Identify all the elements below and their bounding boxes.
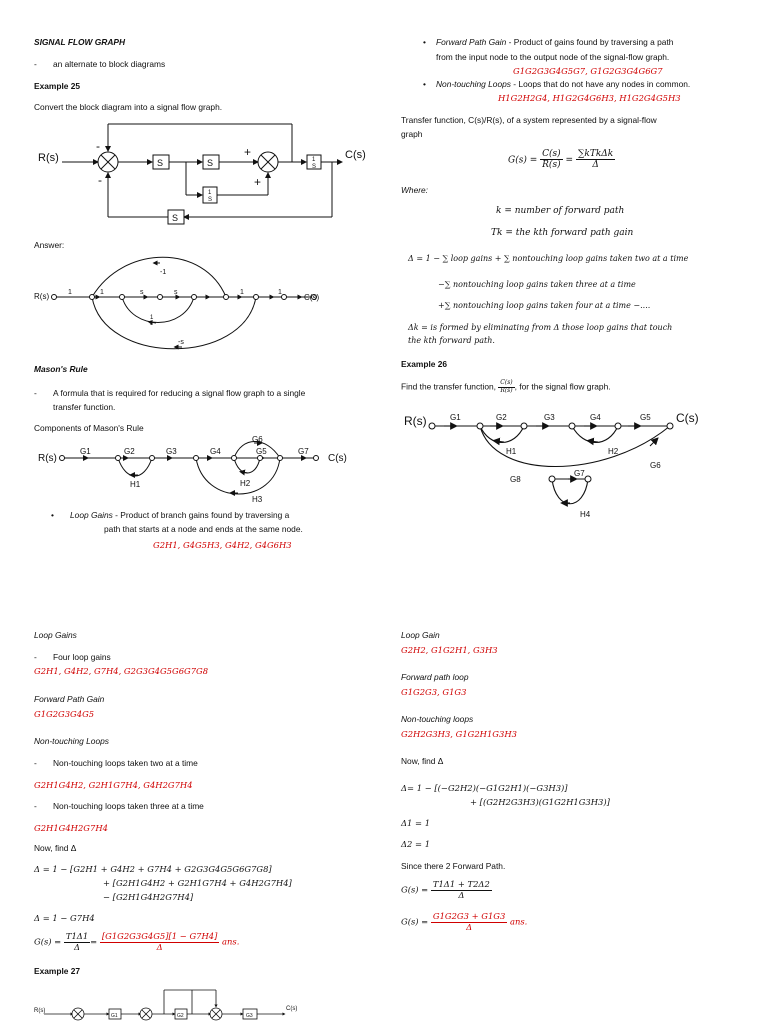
ans-inner-loop-den: s [150,321,153,327]
delta-1-value: Δ1 = 1 [401,818,431,828]
fpg-def: - Product of gains found by traversing a path [506,37,674,47]
gs-lhs: G(s) = [401,884,429,895]
bd-sign-bottom: - [98,173,102,187]
ans-g6: 1 [278,289,282,296]
loop-gains-def-2: path that starts at a node and ends at the same node. [104,524,303,534]
ans-g2: 1 [100,289,104,296]
gs2-num: G1G2G3 + G1G3 [432,911,506,921]
delta-2-value: Δ2 = 1 [401,839,431,849]
gs2-lhs: G(s) = [401,916,429,927]
ex26-g4: G4 [590,413,601,422]
forward-path-values: G1G2G3, G1G3 [401,687,467,697]
delta-formula-3: +∑ nontouching loop gains taken four at a time −.... [438,301,651,310]
fpg-def-2: from the input node to the output node of the signal-flow graph. [436,52,670,62]
formula-lhs: G(s) = [508,155,538,166]
ex26-g8: G8 [510,475,521,484]
gs2-ans: ans. [509,916,528,927]
block-diagram [34,120,374,230]
since-text: Since there 2 Forward Path. [401,861,506,871]
gs-rden: Δ [156,941,163,952]
tf-text-1: Transfer function, C(s)/R(s), of a system represented by a signal-flow [401,115,657,125]
delta-k-def-2: the kth forward path. [408,336,495,345]
four-loop-values: G2H1, G4H2, G7H4, G2G3G4G5G6G7G8 [34,666,209,676]
gs-num: T1Δ1 [65,931,89,941]
delta-line-2: + [G2H1G4H2 + G2H1G7H4 + G4H2G7H4] [103,878,292,888]
transfer-formula [508,149,615,171]
loop-gains-term: Loop Gains [70,510,113,520]
delta-line-1: Δ = 1 − [G2H1 + G4H2 + G7H4 + G2G3G4G5G6G7G8] [34,864,272,874]
page-title: SIGNAL FLOW GRAPH [34,37,126,47]
ex26-text-2: , for the signal flow graph. [514,381,611,392]
fpg-value: G1G2G3G4G5 [34,709,95,719]
bd-block-fb-den: S [208,197,213,203]
ex27-output: C(s) [286,1006,298,1012]
def-tk: Tk = the kth forward path gain [491,228,634,238]
delta-k-def-1: Δk = is formed by eliminating from Δ those loop gains that touch [408,323,673,332]
formula-eq: = [565,155,574,166]
ex26-output: C(s) [676,411,699,425]
example-27-diagram [34,986,304,1024]
bullet: • [423,79,426,89]
gs-rnum: [G1G2G3G4G5][1 − G7H4] [101,931,218,941]
ans-output: C(s) [304,293,320,302]
gs-result-formula [401,912,527,932]
bd-block-inv-den: S [312,164,317,170]
formula-cs: C(s) [542,149,561,159]
fpg-def-line [436,37,673,47]
now-find-delta: Now, find Δ [401,756,444,766]
ex26-h4: H4 [580,510,591,519]
four-loop-text: Four loop gains [53,652,111,662]
example-25-heading: Example 25 [34,81,81,91]
loop-gain-values: G2H2, G1G2H1, G3H3 [401,645,498,655]
forward-path-heading: Forward path loop [401,672,469,682]
fpg-values: G1G2G3G4G5G7, G1G2G3G4G6G7 [513,66,663,76]
gs-eq: = [90,936,98,947]
answer-signal-flow-graph [34,256,334,356]
masons-rule-heading: Mason's Rule [34,364,88,374]
loop-gains-def: - Product of branch gains found by traversing a [112,510,290,520]
non-touching-values: G2H2G3H3, G1G2H1G3H3 [401,729,517,739]
components-signal-flow-graph [34,434,364,506]
formula-num: ∑kTkΔk [577,149,614,159]
gs-den: Δ [73,941,81,952]
ntl-heading: Non-touching Loops [34,736,109,746]
bd-block-bottom: S [172,213,179,223]
bullet: • [423,37,426,47]
formula-den: Δ [592,160,599,171]
comp-input: R(s) [38,453,57,464]
ex26-frac-den: R(s) [500,386,513,394]
ex26-input: R(s) [404,414,427,428]
loop-gains-values: G2H1, G4G5H3, G4H2, G4G6H3 [153,540,292,550]
comp-h1: H1 [130,480,141,489]
example-26-text [401,380,611,395]
ntl-def: - Loops that do not have any nodes in common. [510,79,691,89]
bd-block-inv-num: 1 [312,157,316,163]
comp-h3: H3 [252,495,263,504]
gs2-den: Δ [466,921,473,932]
gs-ans: ans. [222,936,240,947]
ex26-g6: G6 [650,461,661,470]
dash: - [34,59,37,69]
ans-inner-loop: 1 [150,315,154,321]
loop-gain-heading: Loop Gain [401,630,440,640]
ans-bottom-loop: -s [178,339,184,346]
ntl-def-line [436,79,690,89]
ex26-g3: G3 [544,413,555,422]
ex26-frac-num: C(s) [500,379,513,386]
fpg-heading: Forward Path Gain [34,694,105,704]
delta-formula-1: Δ = 1 − ∑ loop gains + ∑ nontouching loop gains taken two at a time [408,254,689,263]
dash: - [34,652,37,662]
ex26-text-1: Find the transfer function, [401,381,496,392]
example-26-signal-flow-graph [404,404,714,522]
two-at-a-time-values: G2H1G4H2, G2H1G7H4, G4H2G7H4 [34,780,193,790]
dash: - [34,758,37,768]
comp-g1: G1 [80,447,91,456]
ex26-h1: H1 [506,447,517,456]
gs-formula [34,932,239,952]
ex27-g2: G2 [177,1013,184,1019]
dash: - [34,388,37,398]
ex26-g5: G5 [640,413,651,422]
ex27-g3: G3 [246,1013,253,1019]
comp-output: C(s) [328,453,347,464]
bd-block-s2: S [207,158,214,168]
comp-g5: G5 [256,447,267,456]
comp-g7: G7 [298,447,309,456]
def-k: k = number of forward path [496,206,625,216]
gs-num: T1Δ1 + T2Δ2 [432,879,490,889]
gs-formula [401,880,492,900]
delta-result: Δ = 1 − G7H4 [34,913,95,923]
ex26-g2: G2 [496,413,507,422]
example-27-heading: Example 27 [34,966,81,976]
three-at-a-time-text: Non-touching loops taken three at a time [53,801,204,811]
comp-h2: H2 [240,479,251,488]
example-25-text: Convert the block diagram into a signal flow graph. [34,102,223,112]
bd-input: R(s) [38,152,59,164]
bd-sign-plus-top: + [244,145,252,159]
delta-formula-2: −∑ nontouching loop gains taken three at a time [438,280,636,289]
where-label: Where: [401,185,428,195]
ans-g3: s [140,289,144,296]
non-touching-heading: Non-touching loops [401,714,474,724]
masons-desc-1: A formula that is required for reducing a signal flow graph to a single [53,388,306,398]
ans-g5: 1 [240,289,244,296]
intro-text: an alternate to block diagrams [53,59,166,69]
bd-block-s1: S [157,158,164,168]
dash: - [34,801,37,811]
now-find-delta: Now, find Δ [34,843,77,853]
comp-g2: G2 [124,447,135,456]
bd-output: C(s) [345,149,366,161]
delta-line-3: − [G2H1G4H2G7H4] [103,892,194,902]
fpg-term: Forward Path Gain [436,37,507,47]
two-at-a-time-text: Non-touching loops taken two at a time [53,758,198,768]
ntl-values: H1G2H2G4, H1G2G4G6H3, H1G2G4G5H3 [498,93,681,103]
answer-label: Answer: [34,240,65,250]
loop-gains-heading: Loop Gains [34,630,77,640]
ans-g1: 1 [68,289,72,296]
comp-g4: G4 [210,447,221,456]
tf-text-2: graph [401,129,423,139]
comp-g3: G3 [166,447,177,456]
bd-sign-top: - [96,139,100,153]
ans-input: R(s) [34,292,50,301]
bd-block-fb-num: 1 [208,190,212,196]
ex27-g1: G1 [111,1013,118,1019]
ex26-h2: H2 [608,447,619,456]
ntl-term: Non-touching Loops [436,79,511,89]
bd-sign-plus-bottom: + [254,175,262,189]
ans-top-loop: -1 [160,269,167,276]
formula-rs: R(s) [542,160,561,171]
comp-g6: G6 [252,435,263,444]
ex27-input: R(s) [34,1008,46,1014]
gs-lhs: G(s) = [34,936,62,947]
loop-gains-def-line [70,510,289,520]
ex26-g7: G7 [574,469,585,478]
example-26-heading: Example 26 [401,359,448,369]
three-at-a-time-values: G2H1G4H2G7H4 [34,823,108,833]
ex26-g1: G1 [450,413,461,422]
bullet: • [51,510,54,520]
ans-g4: s [174,289,178,296]
delta-line-1: Δ= 1 − [(−G2H2)(−G1G2H1)(−G3H3)] [401,783,568,793]
masons-desc-2: transfer function. [53,402,116,412]
delta-line-2: + [(G2H2G3H3)(G1G2H1G3H3)] [470,797,610,807]
gs-den: Δ [458,889,465,900]
components-heading: Components of Mason's Rule [34,423,144,433]
